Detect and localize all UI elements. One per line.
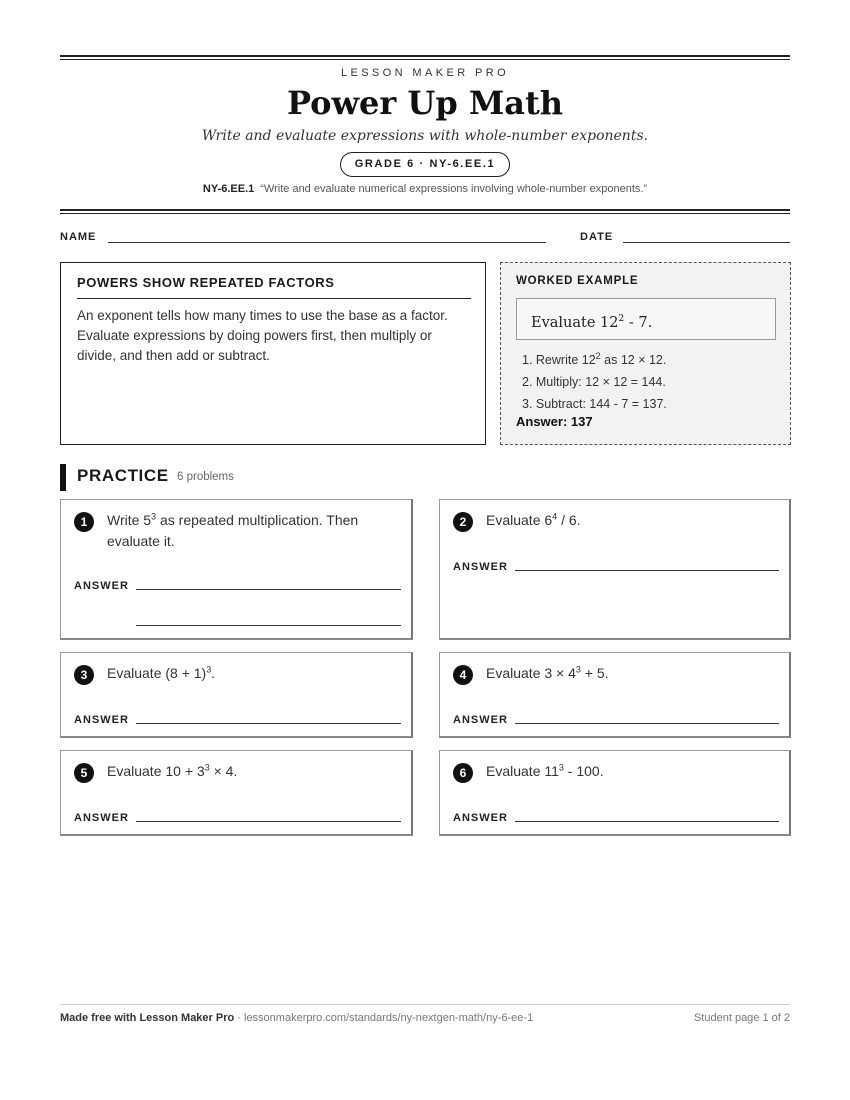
top-double-rule (60, 55, 790, 60)
exponent: 2 (618, 314, 625, 324)
expression-text: × 4. (209, 763, 238, 779)
problem-number-badge: 2 (453, 512, 473, 532)
expression-text: + 5. (580, 665, 609, 681)
problem-question (107, 761, 397, 782)
exponent: 2 (595, 351, 601, 361)
expression-text: . (211, 665, 216, 681)
problem-card-6 (439, 750, 791, 836)
worked-example-box (500, 262, 791, 445)
answer-line[interactable] (136, 821, 401, 822)
answer-label: ANSWER (74, 714, 129, 726)
problem-question (486, 761, 776, 782)
worked-example-prompt (516, 298, 776, 340)
footer-credit (60, 1012, 533, 1024)
header-double-rule (60, 209, 790, 214)
expression-text: 2. Multiply: 12 × 12 = 144. (522, 375, 666, 390)
problem-number-badge: 4 (453, 665, 473, 685)
date-label: DATE (580, 231, 614, 243)
expression-text: Write 5 (107, 512, 152, 528)
footer-url: · lessonmakerpro.com/standards/ny-nextgen-math/ny-6-ee-1 (234, 1012, 534, 1024)
footer-page-number: Student page 1 of 2 (693, 1012, 790, 1024)
expression-text: Evaluate 3 × 4 (486, 665, 576, 681)
expression-text: Evaluate 12 (531, 314, 619, 331)
concept-body: An exponent tells how many times to use the base as a factor. Evaluate expressions by doing powers first, then multiply or divide, and then add or subtract. (77, 308, 448, 363)
problem-question (486, 510, 776, 531)
exponent: 3 (204, 762, 210, 773)
exponent: 4 (552, 511, 558, 522)
problem-card-3 (60, 652, 413, 738)
standard-code: NY-6.EE.1 (202, 183, 255, 195)
answer-line[interactable] (136, 723, 401, 724)
practice-heading: PRACTICE (77, 466, 169, 485)
problem-question (486, 663, 776, 684)
answer-line[interactable] (515, 570, 779, 571)
expression-text: as 12 × 12. (600, 353, 667, 368)
worked-example-answer: Answer: 137 (516, 414, 593, 429)
exponent: 3 (575, 664, 581, 675)
worked-example-title: WORKED EXAMPLE (516, 275, 639, 287)
date-field[interactable] (623, 242, 790, 243)
problem-number-badge: 3 (74, 665, 94, 685)
answer-label: ANSWER (453, 561, 508, 573)
expression-text: 3. Subtract: 144 - 7 = 137. (522, 397, 667, 412)
page-subtitle: Write and evaluate expressions with whole-number exponents. (201, 128, 649, 144)
concept-box (60, 262, 486, 445)
worked-example-step (522, 393, 667, 415)
answer-label: ANSWER (74, 812, 129, 824)
worked-example-step (522, 345, 667, 371)
answer-label: ANSWER (74, 580, 129, 592)
page-title: Power Up Math (286, 84, 564, 122)
answer-label: ANSWER (453, 714, 508, 726)
brand-name: LESSON MAKER PRO (340, 67, 510, 79)
exponent: 3 (206, 664, 212, 675)
footer-rule (60, 1004, 790, 1005)
footer-made-with: Made free with Lesson Maker Pro (60, 1012, 235, 1024)
problem-card-2 (439, 499, 791, 640)
exponent: 3 (151, 511, 157, 522)
expression-text: as repeated multiplication. Then evaluate it. (107, 512, 359, 549)
expression-text: 1. Rewrite 12 (522, 353, 596, 368)
expression-text: / 6. (557, 512, 581, 528)
problem-number-badge: 5 (74, 763, 94, 783)
expression-text: - 7. (624, 314, 653, 331)
exponent: 3 (558, 762, 564, 773)
standard-text: “Write and evaluate numerical expressions involving whole-number exponents.” (260, 183, 648, 195)
name-label: NAME (60, 231, 97, 243)
practice-count: 6 problems (177, 471, 234, 483)
expression-text: - 100. (563, 763, 604, 779)
grade-badge: GRADE 6 · NY-6.EE.1 (340, 152, 510, 177)
standard-line (0, 183, 850, 195)
problem-question (107, 510, 397, 552)
answer-label: ANSWER (453, 812, 508, 824)
answer-line[interactable] (136, 625, 401, 626)
worked-example-step (522, 371, 667, 393)
problem-card-1 (60, 499, 413, 640)
answer-line[interactable] (136, 589, 401, 590)
practice-accent-bar (60, 464, 66, 491)
problem-card-4 (439, 652, 791, 738)
problem-card-5 (60, 750, 413, 836)
answer-line[interactable] (515, 821, 779, 822)
name-field[interactable] (108, 242, 546, 243)
problem-number-badge: 6 (453, 763, 473, 783)
worked-example-steps (522, 345, 667, 415)
problem-question (107, 663, 397, 684)
expression-text: Evaluate 11 (486, 763, 559, 779)
problem-number-badge: 1 (74, 512, 94, 532)
concept-title: POWERS SHOW REPEATED FACTORS (77, 275, 471, 299)
expression-text: Evaluate 6 (486, 512, 553, 528)
expression-text: Evaluate (8 + 1) (107, 665, 207, 681)
answer-line[interactable] (515, 723, 779, 724)
expression-text: Evaluate 10 + 3 (107, 763, 205, 779)
